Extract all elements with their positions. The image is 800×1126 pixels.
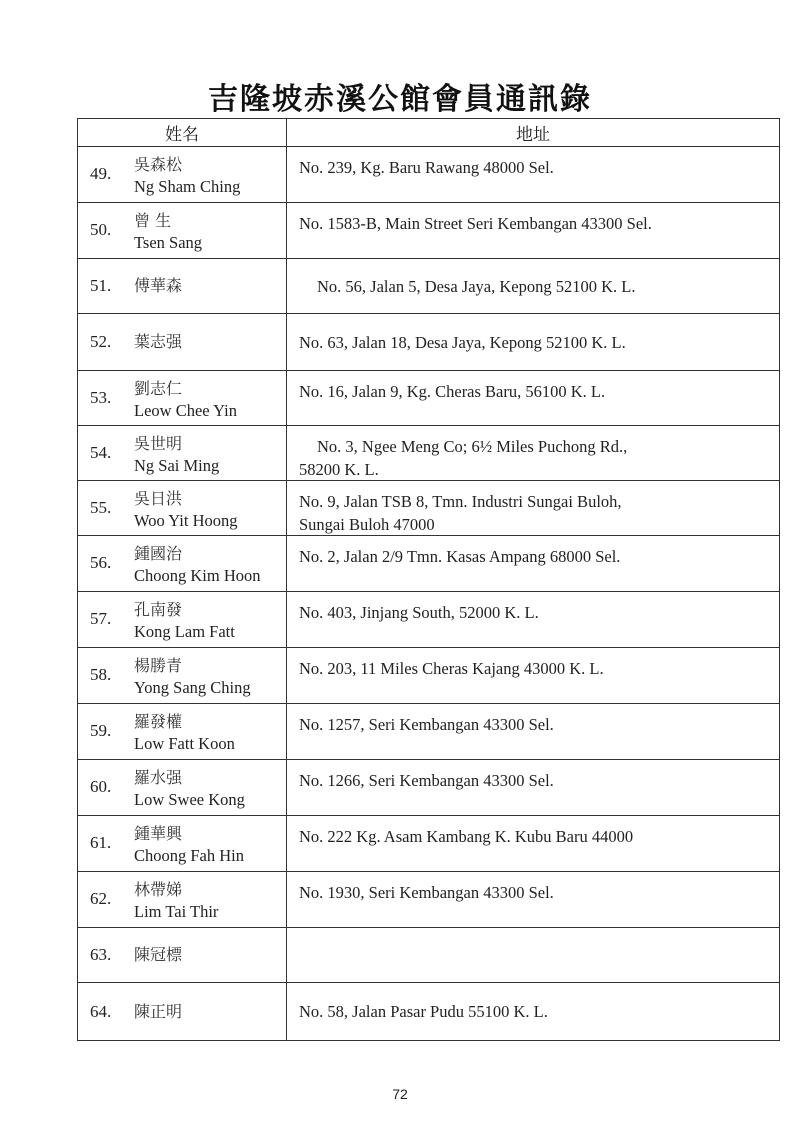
english-name: Yong Sang Ching [134,678,251,697]
name-cell [78,928,287,982]
member-number: 58. [90,665,112,684]
english-name: Leow Chee Yin [134,401,237,420]
name-column-header: 姓名 [78,119,287,146]
address-line: No. 9, Jalan TSB 8, Tmn. Industri Sungai Buloh, [299,492,622,511]
address-line: No. 403, Jinjang South, 52000 K. L. [299,603,539,622]
table-row [78,536,779,592]
address-cell [287,147,779,202]
member-names [134,599,235,643]
address-cell [287,481,779,535]
address-line: Sungai Buloh 47000 [299,515,435,534]
address-lines [299,769,771,792]
member-names [134,154,240,198]
chinese-name: 林帶娣 [134,880,183,899]
table-row [78,872,779,928]
address-line: No. 222 Kg. Asam Kambang K. Kubu Baru 44000 [299,827,634,846]
address-line: No. 63, Jalan 18, Desa Jaya, Kepong 52100 K. L. [299,332,626,352]
table-header [78,119,779,147]
table-row [78,704,779,760]
chinese-name: 吳日洪 [134,489,183,508]
address-line: No. 56, Jalan 5, Desa Jaya, Kepong 52100 K. L. [317,276,636,296]
english-name: Kong Lam Fatt [134,622,235,641]
member-names [134,331,182,353]
address-cell [287,928,779,982]
table-row [78,203,779,259]
page-title: 吉隆坡赤溪公館會員通訊錄 [208,82,592,117]
chinese-name: 楊勝青 [134,656,183,675]
name-cell [78,760,287,815]
address-line: No. 239, Kg. Baru Rawang 48000 Sel. [299,158,554,177]
chinese-name: 傅華森 [134,276,183,295]
member-directory-table [77,118,780,1041]
name-cell [78,259,287,313]
address-line: No. 16, Jalan 9, Kg. Cheras Baru, 56100 K. L. [299,382,606,401]
address-line: No. 1266, Seri Kembangan 43300 Sel. [299,771,554,790]
member-number: 53. [90,388,112,407]
address-line: No. 203, 11 Miles Cheras Kajang 43000 K. L. [299,659,604,678]
address-lines [299,331,626,354]
member-names [134,879,218,923]
chinese-name: 羅發權 [134,712,183,731]
name-cell [78,592,287,647]
table-row [78,426,779,481]
name-cell [78,314,287,370]
address-line: No. 1583-B, Main Street Seri Kembangan 43300 Sel. [299,214,652,233]
address-lines [299,435,771,481]
member-number: 62. [90,889,112,908]
english-name: Tsen Sang [134,233,203,252]
chinese-name: 劉志仁 [134,379,183,398]
address-lines [299,601,771,624]
member-number: 60. [90,777,112,796]
member-number: 50. [90,220,112,239]
address-cell [287,760,779,815]
address-cell [287,648,779,703]
member-names [134,543,261,587]
address-lines [299,825,771,848]
table-row [78,983,779,1040]
english-name: Choong Kim Hoon [134,566,261,585]
member-names [134,711,235,755]
name-cell [78,481,287,535]
member-number: 64. [90,1001,112,1021]
name-cell [78,704,287,759]
address-cell [287,426,779,480]
chinese-name: 吳森松 [134,155,183,174]
address-cell [287,203,779,258]
address-lines [299,380,771,403]
member-number: 54. [90,443,112,462]
member-names [134,488,237,532]
english-name: Ng Sai Ming [134,456,220,475]
address-cell [287,704,779,759]
address-lines [299,545,771,568]
chinese-name: 鍾華興 [134,824,183,843]
name-cell [78,147,287,202]
member-names [134,433,219,477]
address-lines [299,1000,548,1023]
address-lines [299,881,771,904]
member-number: 59. [90,721,112,740]
address-cell [287,536,779,591]
english-name: Woo Yit Hoong [134,511,238,530]
chinese-name: 鍾國治 [134,544,183,563]
address-line: No. 3, Ngee Meng Co; 6½ Miles Puchong Rd., [317,437,628,456]
address-cell [287,371,779,425]
name-cell [78,816,287,871]
member-number: 52. [90,332,112,351]
member-names [134,378,237,422]
address-cell [287,872,779,927]
member-names [134,823,244,867]
member-number: 55. [90,498,112,517]
name-cell [78,536,287,591]
table-row [78,648,779,704]
address-line: No. 1930, Seri Kembangan 43300 Sel. [299,883,554,902]
member-names [134,275,182,297]
member-number: 56. [90,553,112,572]
table-row [78,259,779,314]
address-lines [299,212,771,235]
chinese-name: 陳冠標 [134,945,183,964]
address-line: No. 58, Jalan Pasar Pudu 55100 K. L. [299,1002,548,1021]
address-line: No. 1257, Seri Kembangan 43300 Sel. [299,715,554,734]
address-lines [299,275,635,298]
member-number: 51. [90,276,112,295]
address-lines [299,657,771,680]
name-cell [78,371,287,425]
name-cell [78,648,287,703]
address-cell [287,592,779,647]
table-row [78,760,779,816]
member-number: 57. [90,609,112,628]
english-name: Low Swee Kong [134,790,245,809]
chinese-name: 羅水强 [134,768,183,787]
member-number: 61. [90,833,112,852]
table-row [78,314,779,371]
name-cell [78,983,287,1040]
address-lines [299,490,771,536]
table-row [78,592,779,648]
english-name: Lim Tai Thir [134,902,219,921]
chinese-name: 陳正明 [134,1001,183,1021]
member-names [134,1001,182,1023]
member-names [134,944,182,966]
table-body [78,147,779,1040]
member-names [134,767,245,811]
table-row [78,816,779,872]
page-number: 72 [392,1086,408,1102]
address-column-header: 地址 [516,125,550,145]
address-line: 58200 K. L. [299,460,379,479]
chinese-name: 孔南發 [134,600,183,619]
chinese-name: 吳世明 [134,434,183,453]
chinese-name: 葉志强 [134,332,183,351]
address-cell [287,259,779,313]
name-cell [78,203,287,258]
table-row [78,147,779,203]
address-line: No. 2, Jalan 2/9 Tmn. Kasas Ampang 68000 Sel. [299,547,621,566]
table-row [78,928,779,983]
chinese-name: 曾 生 [134,211,172,230]
member-number: 63. [90,945,112,964]
member-names [134,210,202,254]
address-cell [287,983,779,1040]
address-lines [299,713,771,736]
table-row [78,481,779,536]
address-lines [299,156,771,179]
member-names [134,655,251,699]
name-cell [78,872,287,927]
address-cell [287,314,779,370]
table-row [78,371,779,426]
name-cell [78,426,287,480]
member-number: 49. [90,164,112,183]
english-name: Ng Sham Ching [134,177,241,196]
english-name: Low Fatt Koon [134,734,235,753]
address-cell [287,816,779,871]
english-name: Choong Fah Hin [134,846,245,865]
